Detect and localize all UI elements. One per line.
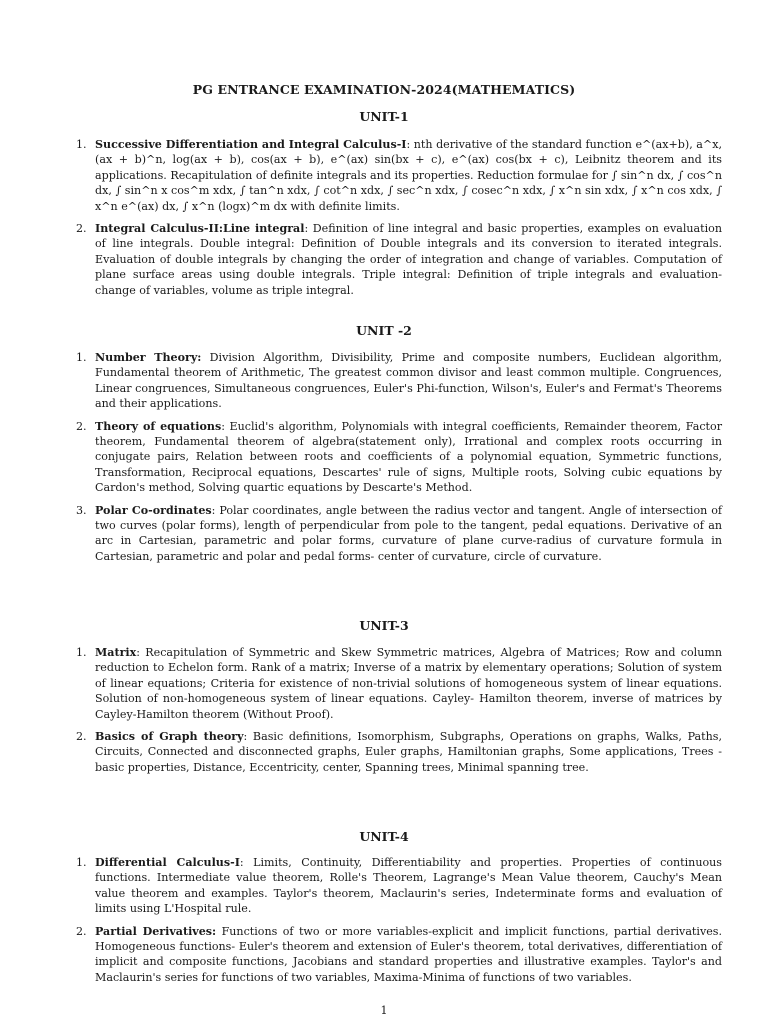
- document-title: PG ENTRANCE EXAMINATION-2024(MATHEMATICS): [192, 82, 576, 97]
- topic-number: 2.: [76, 222, 87, 236]
- unit-3-topic-1: [76, 645, 722, 722]
- topic-number: 3.: [76, 503, 87, 517]
- unit-2-topic-2: [76, 419, 722, 496]
- unit-2-topic-3: [76, 503, 722, 565]
- topic-number: 2.: [76, 419, 87, 433]
- topic-heading: Integral Calculus-II:Line integral: [95, 222, 305, 236]
- unit-2-title: UNIT -2: [356, 323, 412, 338]
- topic-heading: Successive Differentiation and Integral Calculus-I: [95, 138, 407, 151]
- topic-number: 1.: [76, 646, 87, 659]
- topic-description: : Euclid's algorithm, Polynomials with integral coefficients, Remainder theorem, Factor theorem, Fundamental theorem of algebra(statement only), Irrational and complex roots occurring in conjugate pairs, Relation between roots and coefficients of a polynomial equation, Symmetric functions, Transformation, Reciprocal equations, Descartes' rule of signs, Multiple roots, Solving cubic equations by Cardon's method, Solving quartic equations by Descarte's Method.: [95, 419, 722, 495]
- topic-number: 1.: [76, 351, 87, 364]
- unit-1-title: UNIT-1: [359, 109, 409, 124]
- unit-1-topic-1: [76, 137, 722, 214]
- topic-description: : Polar coordinates, angle between the radius vector and tangent. Angle of intersection of two curves (polar forms), length of perpendicular from pole to the tangent, pedal equations. Derivative of an arc in Cartesian, parametric and polar forms, curvature of plane curve-radius of curvature formula in Cartesian, parametric and polar and pedal forms- center of curvature, circle of curvature.: [95, 503, 722, 563]
- unit-1-topic-list: [76, 137, 722, 305]
- topic-heading: Partial Derivatives:: [95, 924, 217, 938]
- unit-3-topic-list: [76, 645, 722, 782]
- unit-1-topic-2: [76, 221, 722, 298]
- unit-4-topic-2: [76, 924, 722, 986]
- unit-4-topic-1: [76, 855, 722, 917]
- page-number: 1: [380, 1004, 388, 1017]
- unit-4-title: UNIT-4: [359, 829, 409, 844]
- topic-description: : nth derivative of the standard function e^(ax+b), a^x, (ax + b)^n, log(ax + b), cos(ax + b), e^(ax) sin(bx + c), e^(ax) cos(bx + c), Leibnitz theorem and its applications. Recapitulation of definite integrals and its properties. Reduction formulae for ∫ sin^n dx, ∫ cos^n dx, ∫ sin^n x cos^m xdx, ∫ tan^n xdx, ∫ cot^n xdx, ∫ sec^n xdx, ∫ cosec^n xdx, ∫ x^n sin xdx, ∫ x^n cos xdx, ∫ x^n e^(ax) dx, ∫ x^n (logx)^m dx with definite limits.: [95, 138, 722, 213]
- topic-description: : Limits, Continuity, Differentiability and properties. Properties of continuous functions. Intermediate value theorem, Rolle's Theorem, Lagrange's Mean Value theorem, Cauchy's Mean value theorem and examples. Taylor's theorem, Maclaurin's series, Indeterminate forms and evaluation of limits using L'Hospital rule.: [95, 856, 722, 916]
- unit-2-topic-1: [76, 350, 722, 412]
- unit-4-topic-list: [76, 855, 722, 992]
- unit-2-topic-list: [76, 350, 722, 571]
- unit-3-topic-2: [76, 729, 722, 775]
- topic-number: 1.: [76, 138, 87, 151]
- topic-number: 2.: [76, 730, 87, 744]
- topic-heading: Polar Co-ordinates: [95, 503, 212, 517]
- topic-heading: Number Theory:: [95, 351, 202, 364]
- topic-heading: Theory of equations: [95, 419, 222, 433]
- topic-description: : Definition of line integral and basic properties, examples on evaluation of line integrals. Double integral: Definition of Double integrals and its conversion to iterated integrals. Evaluation of double integrals by changing the order of integration and change of variables. Computation of plane surface areas using double integrals. Triple integral: Definition of triple integrals and evaluation- change of variables, volume as triple integral.: [95, 222, 723, 297]
- topic-number: 1.: [76, 856, 87, 869]
- topic-description: Functions of two or more variables-explicit and implicit functions, partial derivatives. Homogeneous functions- Euler's theorem and extension of Euler's theorem, total derivatives, differentiation of implicit and composite functions, Jacobians and standard properties and illustrative examples. Taylor's and Maclaurin's series for functions of two variables, Maxima-Minima of functions of two variables.: [95, 924, 722, 984]
- topic-heading: Matrix: [95, 646, 137, 659]
- topic-description: Division Algorithm, Divisibility, Prime and composite numbers, Euclidean algorithm, Fundamental theorem of Arithmetic, The greatest common divisor and least common multiple. Congruences, Linear congruences, Simultaneous congruences, Euler's Phi-function, Wilson's, Euler's and Fermat's Theorems and their applications.: [95, 351, 723, 411]
- unit-3-title: UNIT-3: [359, 618, 409, 633]
- topic-heading: Differential Calculus-I: [95, 856, 240, 869]
- topic-description: : Recapitulation of Symmetric and Skew Symmetric matrices, Algebra of Matrices; Row and column reduction to Echelon form. Rank of a matrix; Inverse of a matrix by elementary operations; Solution of system of linear equations; Criteria for existence of non-trivial solutions of homogeneous system of linear equations. Solution of non-homogeneous system of linear equations. Cayley- Hamilton theorem, inverse of matrices by Cayley-Hamilton theorem (Without Proof).: [95, 646, 722, 721]
- topic-description: : Basic definitions, Isomorphism, Subgraphs, Operations on graphs, Walks, Paths, Circuits, Connected and disconnected graphs, Euler graphs, Hamiltonian graphs, Some applications, Trees - basic properties, Distance, Eccentricity, center, Spanning trees, Minimal spanning tree.: [95, 730, 722, 774]
- topic-number: 2.: [76, 924, 87, 938]
- topic-heading: Basics of Graph theory: [95, 730, 244, 744]
